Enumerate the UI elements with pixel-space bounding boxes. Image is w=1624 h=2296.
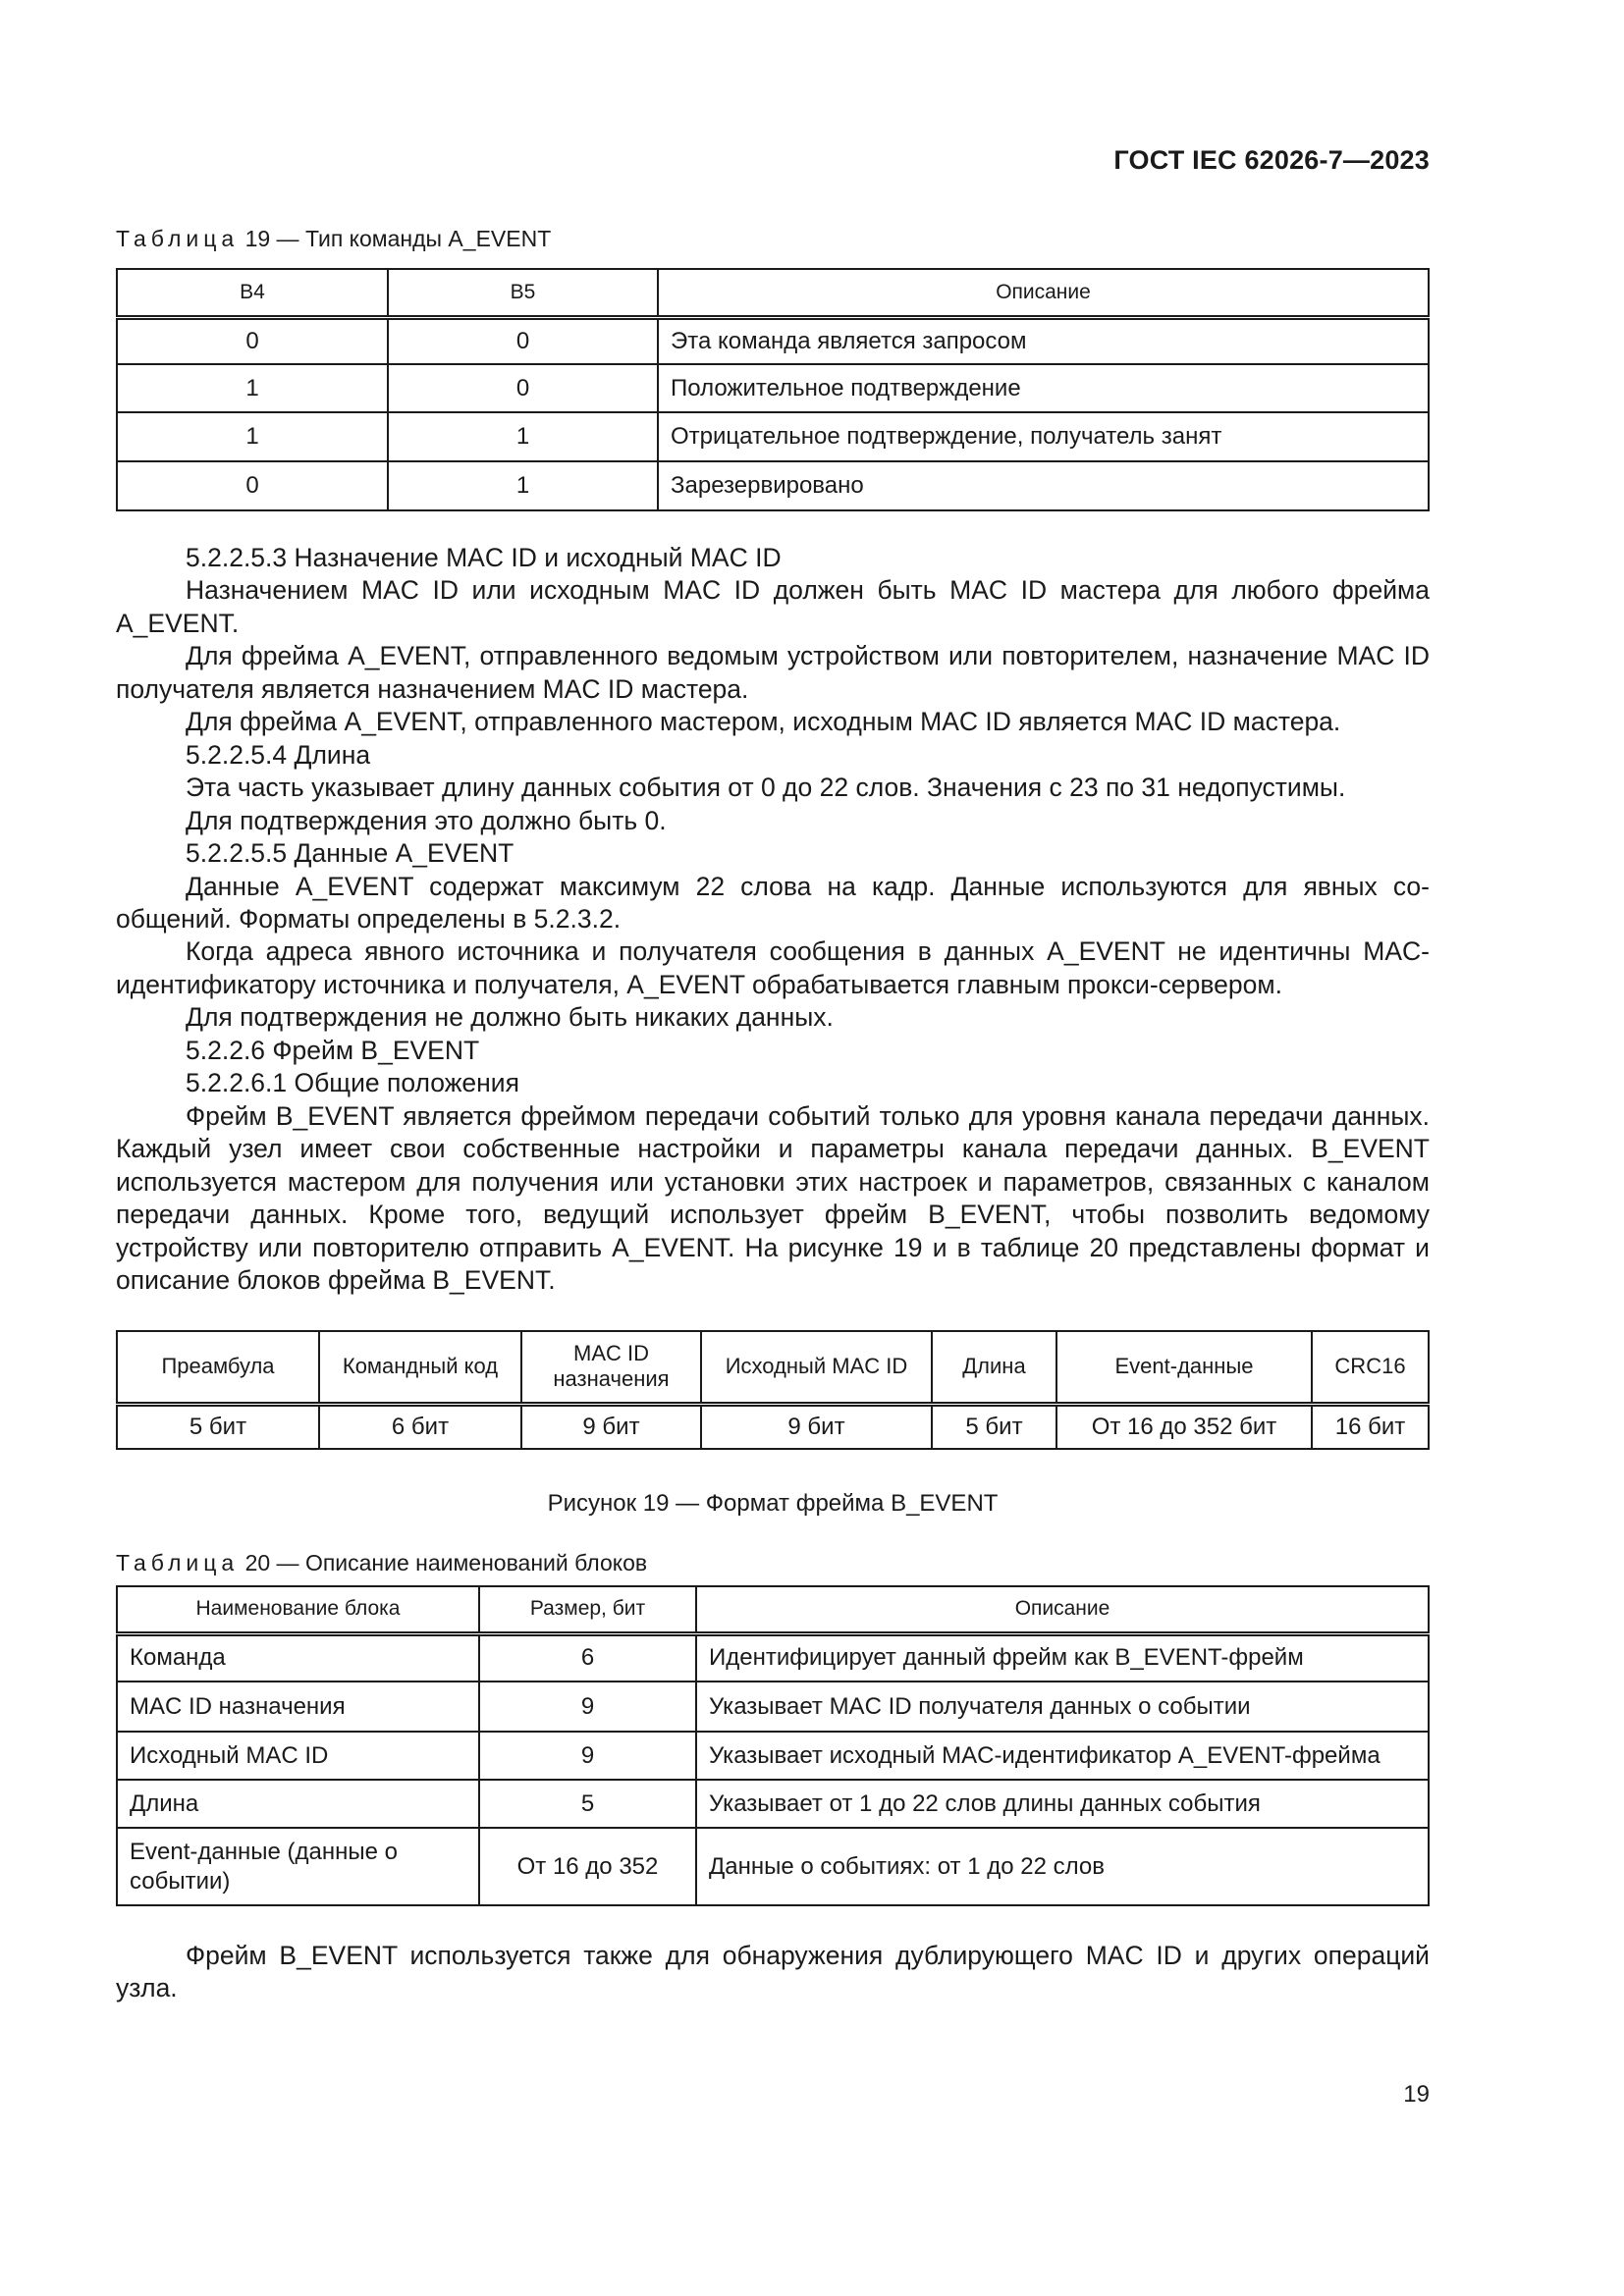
field-event-data: Event-данные: [1056, 1331, 1312, 1404]
paragraph: Эта часть указывает длину данных события от 0 до 22 слов. Значения с 23 по 31 недопустимы.: [186, 773, 1346, 803]
cell-size: 6: [479, 1633, 696, 1682]
column-header: Описание: [696, 1586, 1429, 1633]
paragraph: Фрейм B_EVENT является фреймом передачи событий только для уровня канала передачи данных. Каждый узел имеет свои собственные настройки и параметры канала передачи данных. B_EVENT используется мастером для получения или установки этих настроек и параметров, связанных с каналом передачи данных. Кроме того, ведущий использует фрейм B_EVENT, чтобы позволить ведомому устройству или повторителю отправить A_EVENT. На рисунке 19 и в таблице 20 представлены формат и описание блоков фрейма B_EVENT.: [116, 1100, 1430, 1295]
cell-b4: 1: [117, 412, 388, 461]
cell-b5: 0: [388, 364, 658, 412]
column-header: B5: [388, 269, 658, 317]
size-event-data: От 16 до 352 бит: [1056, 1404, 1312, 1449]
table19-caption-title: 19 — Тип команды A_EVENT: [244, 226, 552, 251]
frame-field-sizes-row: [117, 1404, 1429, 1449]
page-number: 19: [1403, 2081, 1430, 2108]
column-header: B4: [117, 269, 388, 317]
table-row: [117, 317, 1429, 364]
column-header: Размер, бит: [479, 1586, 696, 1633]
field-command-code: Командный код: [319, 1331, 521, 1404]
table-row: [117, 1828, 1429, 1905]
size-preamble: 5 бит: [117, 1404, 319, 1449]
cell-block-name: MAC ID назначения: [117, 1682, 479, 1732]
cell-block-name: Event-данные (данные о событии): [117, 1828, 479, 1905]
size-source-mac-id: 9 бит: [701, 1404, 932, 1449]
cell-b5: 1: [388, 461, 658, 510]
field-crc16: CRC16: [1312, 1331, 1429, 1404]
cell-b5: 1: [388, 412, 658, 461]
paragraph: Для фрейма A_EVENT, отправленного ведомым устройством или повторителем, назначение MAC ID получателя является назначением MAC ID мастера.: [116, 641, 1430, 704]
section-heading: 5.2.2.5.5 Данные A_EVENT: [186, 838, 514, 869]
cell-block-name: Команда: [117, 1633, 479, 1682]
cell-b4: 1: [117, 364, 388, 412]
cell-block-name: Длина: [117, 1780, 479, 1828]
cell-size: 9: [479, 1732, 696, 1780]
table-row: [117, 412, 1429, 461]
figure19-frame-format: [116, 1330, 1430, 1450]
field-length: Длина: [932, 1331, 1056, 1404]
cell-description: Положительное подтверждение: [658, 364, 1429, 412]
section-heading: 5.2.2.5.4 Длина: [186, 739, 371, 770]
cell-description: Данные о событиях: от 1 до 22 слов: [696, 1828, 1429, 1905]
field-dest-mac-id: MAC ID назначения: [521, 1331, 701, 1404]
section-heading: 5.2.2.6 Фрейм B_EVENT: [186, 1035, 480, 1065]
cell-description: Указывает MAC ID получателя данных о событии: [696, 1682, 1429, 1732]
table20: [116, 1585, 1430, 1906]
table-row: [117, 364, 1429, 412]
cell-b4: 0: [117, 317, 388, 364]
table19-caption: [116, 226, 551, 252]
section-heading: 5.2.2.5.3 Назначение MAC ID и исходный MAC ID: [186, 543, 782, 572]
cell-description: Идентифицирует данный фрейм как B_EVENT-фрейм: [696, 1633, 1429, 1682]
size-dest-mac-id: 9 бит: [521, 1404, 701, 1449]
cell-description: Зарезервировано: [658, 461, 1429, 510]
paragraph: Назначением MAC ID или исходным MAC ID должен быть MAC ID мастера для любого фрейма A_EVENT.: [116, 575, 1430, 638]
table-row: [117, 1732, 1429, 1780]
cell-block-name: Исходный MAC ID: [117, 1732, 479, 1780]
body-text: [116, 542, 1430, 1297]
paragraph: Фрейм B_EVENT используется также для обнаружения дублирующего MAC ID и других операций узла.: [116, 1941, 1430, 2003]
cell-b5: 0: [388, 317, 658, 364]
figure19-caption: Рисунок 19 — Формат фрейма B_EVENT: [547, 1490, 999, 1517]
paragraph: Когда адреса явного источника и получателя сообщения в данных A_EVENT не идентичны MAC-идентификатору источника и получателя, A_EVENT обрабатывается главным прокси-сервером.: [116, 936, 1430, 999]
document-id-header: ГОСТ IEC 62026-7—2023: [1113, 145, 1430, 175]
cell-description: Отрицательное подтверждение, получатель занят: [658, 412, 1429, 461]
paragraph: Данные A_EVENT содержат максимум 22 слова на кадр. Данные используются для явных сообщений. Форматы определены в 5.2.3.2.: [116, 871, 1430, 934]
paragraph: Для фрейма A_EVENT, отправленного мастером, исходным MAC ID является MAC ID мастера.: [186, 707, 1341, 737]
cell-b4: 0: [117, 461, 388, 510]
table-header-row: [117, 1586, 1429, 1633]
paragraph: Для подтверждения не должно быть никаких данных.: [186, 1002, 834, 1033]
size-command-code: 6 бит: [319, 1404, 521, 1449]
table-row: [117, 1780, 1429, 1828]
size-length: 5 бит: [932, 1404, 1056, 1449]
paragraph: Для подтверждения это должно быть 0.: [186, 805, 667, 835]
table-row: [117, 1633, 1429, 1682]
column-header: Описание: [658, 269, 1429, 317]
cell-description: Эта команда является запросом: [658, 317, 1429, 364]
table19-caption-prefix: Таблица: [116, 226, 240, 251]
table-header-row: [117, 269, 1429, 317]
cell-size: От 16 до 352: [479, 1828, 696, 1905]
table-row: [117, 461, 1429, 510]
cell-size: 9: [479, 1682, 696, 1732]
frame-field-names-row: [117, 1331, 1429, 1404]
cell-description: Указывает исходный MAC-идентификатор A_EVENT-фрейма: [696, 1732, 1429, 1780]
field-source-mac-id: Исходный MAC ID: [701, 1331, 932, 1404]
table20-caption: [116, 1550, 647, 1576]
table20-caption-prefix: Таблица: [116, 1550, 240, 1575]
table19: [116, 268, 1430, 511]
table-row: [117, 1682, 1429, 1732]
cell-description: Указывает от 1 до 22 слов длины данных события: [696, 1780, 1429, 1828]
column-header: Наименование блока: [117, 1586, 479, 1633]
closing-text: [116, 1940, 1430, 2005]
section-heading: 5.2.2.6.1 Общие положения: [186, 1068, 519, 1098]
table20-caption-title: 20 — Описание наименований блоков: [244, 1550, 648, 1575]
cell-size: 5: [479, 1780, 696, 1828]
size-crc16: 16 бит: [1312, 1404, 1429, 1449]
field-preamble: Преамбула: [117, 1331, 319, 1404]
